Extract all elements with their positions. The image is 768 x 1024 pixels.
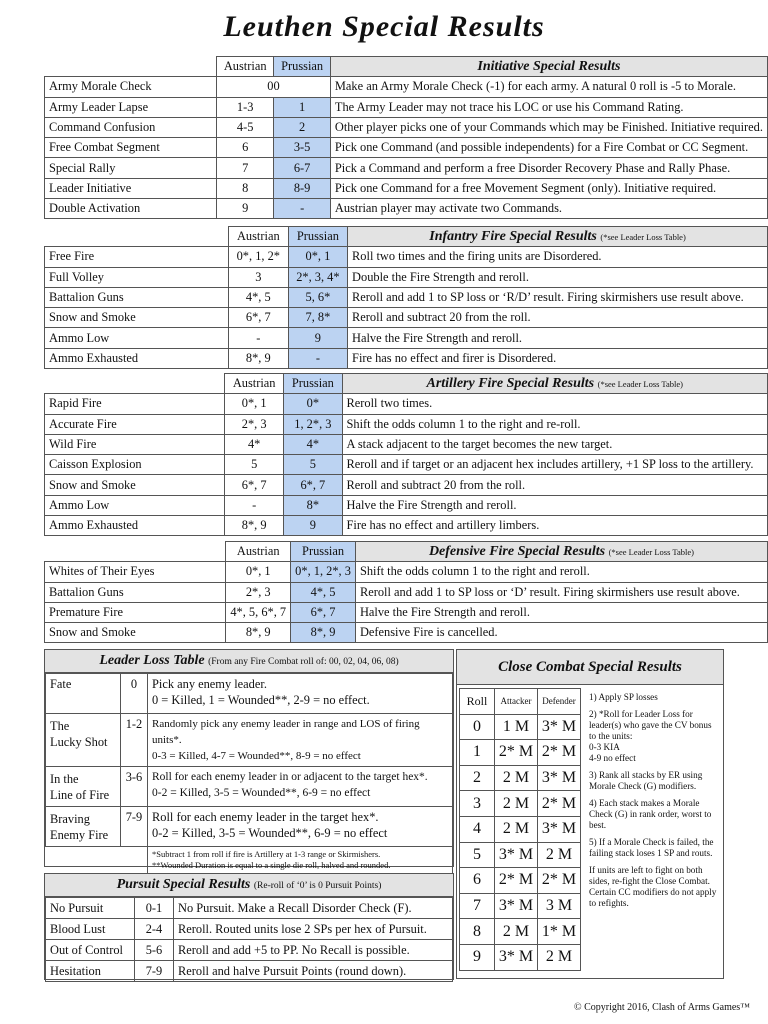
result-name: The Lucky Shot — [46, 714, 121, 767]
austrian-roll: 0*, 1 — [225, 394, 284, 414]
result-effect: Reroll and subtract 20 from the roll. — [348, 308, 768, 328]
table-row — [460, 893, 581, 919]
result-name: Fate — [46, 674, 121, 714]
table-row — [45, 516, 768, 536]
result-effect: Reroll and add 1 to SP loss or ‘R/D’ result. Firing skirmishers use result above. — [348, 287, 768, 307]
result-name: Snow and Smoke — [45, 308, 229, 328]
prussian-roll: 4*, 5 — [291, 582, 356, 602]
result-name: Out of Control — [46, 940, 135, 961]
result-name: Ammo Low — [45, 495, 225, 515]
table-row — [45, 495, 768, 515]
result-name: Free Fire — [45, 247, 229, 267]
result-name: No Pursuit — [46, 898, 135, 919]
close-combat-heading: Close Combat Special Results — [457, 650, 723, 685]
table-row — [46, 919, 453, 940]
prussian-roll: 8*, 9 — [291, 623, 356, 643]
result-effect: Pick a Command and perform a free Disorder Recovery Phase and Rally Phase. — [330, 158, 767, 178]
result-name: In the Line of Fire — [46, 767, 121, 807]
result-name: Braving Enemy Fire — [46, 807, 121, 847]
result-name: Ammo Low — [45, 328, 229, 348]
austrian-header: Austrian — [225, 374, 284, 394]
prussian-roll: 5 — [284, 455, 342, 475]
artillery-fire-table — [44, 373, 768, 536]
table-row — [45, 308, 768, 328]
prussian-header: Prussian — [274, 57, 331, 77]
result-effect: The Army Leader may not trace his LOC or use his Command Rating. — [330, 97, 767, 117]
infantry-fire-table — [44, 226, 768, 369]
defender-result: 2 M — [538, 842, 581, 868]
austrian-roll: 5 — [225, 455, 284, 475]
close-combat-table — [456, 649, 724, 979]
prussian-roll: 7, 8* — [288, 308, 347, 328]
prussian-roll: 6*, 7 — [284, 475, 342, 495]
roll-value: 8 — [460, 919, 495, 945]
prussian-roll: 6*, 7 — [291, 602, 356, 622]
result-effect: Randomly pick any enemy leader in range and LOS of firing units*. 0-3 = Killed, 4-7 = Wounded**, 8-9 = no effect — [148, 714, 453, 767]
table-row — [46, 767, 453, 807]
prussian-roll: 0* — [284, 394, 342, 414]
defender-result: 1* M — [538, 919, 581, 945]
table-row — [460, 944, 581, 970]
initiative-heading: Initiative Special Results — [330, 57, 767, 77]
table-row — [45, 434, 768, 454]
close-combat-notes — [589, 692, 719, 915]
austrian-roll: 4* — [225, 434, 284, 454]
austrian-roll: 2*, 3 — [225, 414, 284, 434]
table-row — [45, 328, 768, 348]
table-row — [45, 455, 768, 475]
austrian-roll: - — [225, 495, 284, 515]
pursuit-table — [44, 873, 454, 980]
prussian-roll: 2*, 3, 4* — [288, 267, 347, 287]
defender-result: 2* M — [538, 740, 581, 766]
table-row — [46, 674, 453, 714]
prussian-header: Prussian — [291, 542, 356, 562]
table-row — [45, 158, 768, 178]
table-row — [45, 602, 768, 622]
attacker-result: 3* M — [495, 842, 538, 868]
austrian-roll: 4*, 5, 6*, 7 — [226, 602, 291, 622]
prussian-roll: 1 — [274, 97, 331, 117]
austrian-roll: 8 — [217, 178, 274, 198]
close-combat-header-row — [460, 689, 581, 715]
result-effect: Reroll and add +5 to PP. No Recall is possible. — [174, 940, 453, 961]
result-name: Hesitation — [46, 961, 135, 982]
austrian-roll: 8*, 9 — [228, 348, 288, 368]
table-row — [45, 582, 768, 602]
table-row — [460, 740, 581, 766]
result-name: Free Combat Segment — [45, 138, 217, 158]
leader-loss-heading: Leader Loss Table (From any Fire Combat roll of: 00, 02, 04, 06, 08) — [45, 650, 453, 673]
table-row — [45, 287, 768, 307]
table-row — [46, 714, 453, 767]
cc-note: 3) Rank all stacks by ER using Morale Check (G) modifiers. — [589, 770, 703, 791]
prussian-roll: 0*, 1 — [288, 247, 347, 267]
table-row — [45, 394, 768, 414]
prussian-header: Prussian — [284, 374, 342, 394]
prussian-roll: 1, 2*, 3 — [284, 414, 342, 434]
cc-note: 4) Each stack makes a Morale Check (G) in rank order, worst to best. — [589, 798, 712, 830]
result-effect: Reroll two times. — [342, 394, 768, 414]
attacker-result: 1 M — [495, 714, 538, 740]
roll-value: 00 — [217, 77, 331, 97]
austrian-roll: 6*, 7 — [228, 308, 288, 328]
result-name: Command Confusion — [45, 117, 217, 137]
result-effect: Roll two times and the firing units are Disordered. — [348, 247, 768, 267]
roll-value: 0-1 — [135, 898, 174, 919]
attacker-result: 3* M — [495, 944, 538, 970]
austrian-roll: 0*, 1, 2* — [228, 247, 288, 267]
prussian-roll: 6-7 — [274, 158, 331, 178]
result-effect: Halve the Fire Strength and reroll. — [355, 602, 767, 622]
result-name: Double Activation — [45, 199, 217, 219]
initiative-header-row — [45, 57, 768, 77]
roll-header: Roll — [460, 689, 495, 715]
roll-value: 3 — [460, 791, 495, 817]
roll-value: 5-6 — [135, 940, 174, 961]
attacker-result: 2 M — [495, 816, 538, 842]
austrian-header: Austrian — [226, 542, 291, 562]
roll-value: 1-2 — [121, 714, 148, 767]
page-title: Leuthen Special Results — [223, 10, 545, 43]
result-name: Accurate Fire — [45, 414, 225, 434]
table-row — [45, 178, 768, 198]
result-name: Snow and Smoke — [45, 623, 226, 643]
initiative-table — [44, 56, 768, 219]
copyright: © Copyright 2016, Clash of Arms Games™ — [573, 1002, 750, 1013]
roll-value: 6 — [460, 868, 495, 894]
austrian-roll: 3 — [228, 267, 288, 287]
artillery-header-row — [45, 374, 768, 394]
result-name: Blood Lust — [46, 919, 135, 940]
defender-result: 3* M — [538, 816, 581, 842]
table-row — [46, 807, 453, 847]
austrian-header: Austrian — [228, 227, 288, 247]
leader-loss-rows — [45, 673, 453, 874]
table-row — [460, 816, 581, 842]
defensive-fire-table — [44, 541, 768, 643]
austrian-roll: 1-3 — [217, 97, 274, 117]
result-name: Whites of Their Eyes — [45, 562, 226, 582]
table-row — [45, 267, 768, 287]
prussian-roll: 5, 6* — [288, 287, 347, 307]
result-name: Army Leader Lapse — [45, 97, 217, 117]
austrian-roll: 7 — [217, 158, 274, 178]
attacker-result: 2* M — [495, 868, 538, 894]
result-name: Wild Fire — [45, 434, 225, 454]
result-name: Battalion Guns — [45, 582, 226, 602]
prussian-roll: 9 — [288, 328, 347, 348]
cc-note: 5) If a Morale Check is failed, the failing stack loses 1 SP and routs. — [589, 837, 714, 858]
result-effect: No Pursuit. Make a Recall Disorder Check (F). — [174, 898, 453, 919]
result-effect: Pick one Command for a free Movement Segment (only). Initiative required. — [330, 178, 767, 198]
attacker-result: 2 M — [495, 919, 538, 945]
result-name: Army Morale Check — [45, 77, 217, 97]
defender-result: 3* M — [538, 714, 581, 740]
austrian-roll: 0*, 1 — [226, 562, 291, 582]
result-name: Special Rally — [45, 158, 217, 178]
table-row — [460, 791, 581, 817]
table-row — [45, 77, 768, 97]
austrian-roll: 9 — [217, 199, 274, 219]
austrian-roll: - — [228, 328, 288, 348]
table-row — [460, 868, 581, 894]
result-effect: Reroll and subtract 20 from the roll. — [342, 475, 768, 495]
austrian-roll: 6*, 7 — [225, 475, 284, 495]
roll-value: 0 — [121, 674, 148, 714]
defender-result: 2* M — [538, 791, 581, 817]
roll-value: 7-9 — [121, 807, 148, 847]
table-row — [45, 475, 768, 495]
result-effect: Austrian player may activate two Commands. — [330, 199, 767, 219]
result-effect: Defensive Fire is cancelled. — [355, 623, 767, 643]
table-row — [45, 414, 768, 434]
result-name: Snow and Smoke — [45, 475, 225, 495]
result-effect: Roll for each enemy leader in or adjacent to the target hex*. 0-2 = Killed, 3-5 = Wounded**, 6-9 = no effect — [148, 767, 453, 807]
table-row — [46, 961, 453, 982]
result-effect: Pick any enemy leader. 0 = Killed, 1 = Wounded**, 2-9 = no effect. — [148, 674, 453, 714]
pursuit-heading: Pursuit Special Results (Re-roll of ‘0’ is 0 Pursuit Points) — [45, 874, 453, 897]
leader-loss-footnotes: *Subtract 1 from roll if fire is Artillery at 1-3 range or Skirmishers. **Wounded Duration is equal to a single die roll, halved and rounded. — [148, 847, 453, 874]
table-row — [45, 97, 768, 117]
result-effect: Shift the odds column 1 to the right and reroll. — [355, 562, 767, 582]
roll-value: 3-6 — [121, 767, 148, 807]
attacker-result: 2* M — [495, 740, 538, 766]
result-name: Ammo Exhausted — [45, 348, 229, 368]
prussian-roll: - — [288, 348, 347, 368]
table-row — [45, 247, 768, 267]
result-effect: Fire has no effect and firer is Disordered. — [348, 348, 768, 368]
attacker-result: 2 M — [495, 791, 538, 817]
result-name: Ammo Exhausted — [45, 516, 225, 536]
austrian-header: Austrian — [217, 57, 274, 77]
prussian-roll: 9 — [284, 516, 342, 536]
cc-note: 1) Apply SP losses — [589, 692, 658, 702]
prussian-roll: 4* — [284, 434, 342, 454]
result-effect: Halve the Fire Strength and reroll. — [342, 495, 768, 515]
result-name: Caisson Explosion — [45, 455, 225, 475]
roll-value: 2 — [460, 765, 495, 791]
defender-result: 3 M — [538, 893, 581, 919]
result-effect: Halve the Fire Strength and reroll. — [348, 328, 768, 348]
pursuit-rows — [45, 897, 453, 982]
defender-result: 2* M — [538, 868, 581, 894]
result-effect: Reroll. Routed units lose 2 SPs per hex of Pursuit. — [174, 919, 453, 940]
result-name: Leader Initiative — [45, 178, 217, 198]
table-row — [46, 940, 453, 961]
artillery-heading: Artillery Fire Special Results (*see Leader Loss Table) — [342, 374, 768, 394]
infantry-heading: Infantry Fire Special Results (*see Leader Loss Table) — [348, 227, 768, 247]
roll-value: 7 — [460, 893, 495, 919]
result-name: Rapid Fire — [45, 394, 225, 414]
table-row — [460, 714, 581, 740]
austrian-roll: 8*, 9 — [226, 623, 291, 643]
table-row — [45, 199, 768, 219]
defensive-heading: Defensive Fire Special Results (*see Leader Loss Table) — [355, 542, 767, 562]
result-name: Battalion Guns — [45, 287, 229, 307]
roll-value: 1 — [460, 740, 495, 766]
attacker-header: Attacker — [495, 689, 538, 715]
result-effect: Reroll and if target or an adjacent hex includes artillery, +1 SP loss to the artillery. — [342, 455, 768, 475]
roll-value: 5 — [460, 842, 495, 868]
austrian-roll: 6 — [217, 138, 274, 158]
defensive-header-row — [45, 542, 768, 562]
result-effect: Pick one Command (and possible independents) for a Fire Combat or CC Segment. — [330, 138, 767, 158]
prussian-roll: 2 — [274, 117, 331, 137]
defender-result: 2 M — [538, 944, 581, 970]
cc-note: If units are left to fight on both sides, re-fight the Close Combat. Certain CC modifiers do not apply to refights. — [589, 865, 717, 908]
result-effect: A stack adjacent to the target becomes the new target. — [342, 434, 768, 454]
table-row — [460, 842, 581, 868]
prussian-roll: 8* — [284, 495, 342, 515]
prussian-roll: 3-5 — [274, 138, 331, 158]
prussian-roll: 8-9 — [274, 178, 331, 198]
result-effect: Fire has no effect and artillery limbers. — [342, 516, 768, 536]
austrian-roll: 4-5 — [217, 117, 274, 137]
roll-value: 9 — [460, 944, 495, 970]
result-name: Full Volley — [45, 267, 229, 287]
close-combat-grid — [459, 688, 581, 971]
leader-loss-table — [44, 649, 454, 870]
roll-value: 2-4 — [135, 919, 174, 940]
result-effect: Double the Fire Strength and reroll. — [348, 267, 768, 287]
roll-value: 7-9 — [135, 961, 174, 982]
result-effect: Make an Army Morale Check (-1) for each army. A natural 0 roll is -5 to Morale. — [330, 77, 767, 97]
table-row — [45, 348, 768, 368]
footnote-row — [46, 847, 453, 874]
austrian-roll: 4*, 5 — [228, 287, 288, 307]
attacker-result: 3* M — [495, 893, 538, 919]
result-effect: Shift the odds column 1 to the right and re-roll. — [342, 414, 768, 434]
table-row — [460, 919, 581, 945]
cc-note: 2) *Roll for Leader Loss for leader(s) who gave the CV bonus to the units: 0-3 KIA 4-9 no effect — [589, 709, 712, 763]
austrian-roll: 8*, 9 — [225, 516, 284, 536]
result-effect: Roll for each enemy leader in the target hex*. 0-2 = Killed, 3-5 = Wounded**, 6-9 = no effect — [148, 807, 453, 847]
table-row — [45, 138, 768, 158]
prussian-roll: - — [274, 199, 331, 219]
result-effect: Reroll and halve Pursuit Points (round down). — [174, 961, 453, 982]
defender-result: 3* M — [538, 765, 581, 791]
roll-value: 4 — [460, 816, 495, 842]
infantry-header-row — [45, 227, 768, 247]
table-row — [45, 117, 768, 137]
result-effect: Other player picks one of your Commands which may be Finished. Initiative required. — [330, 117, 767, 137]
defender-header: Defender — [538, 689, 581, 715]
table-row — [46, 898, 453, 919]
roll-value: 0 — [460, 714, 495, 740]
prussian-roll: 0*, 1, 2*, 3 — [291, 562, 356, 582]
table-row — [45, 562, 768, 582]
prussian-header: Prussian — [288, 227, 347, 247]
result-effect: Reroll and add 1 to SP loss or ‘D’ result. Firing skirmishers use result above. — [355, 582, 767, 602]
austrian-roll: 2*, 3 — [226, 582, 291, 602]
attacker-result: 2 M — [495, 765, 538, 791]
table-row — [460, 765, 581, 791]
result-name: Premature Fire — [45, 602, 226, 622]
table-row — [45, 623, 768, 643]
